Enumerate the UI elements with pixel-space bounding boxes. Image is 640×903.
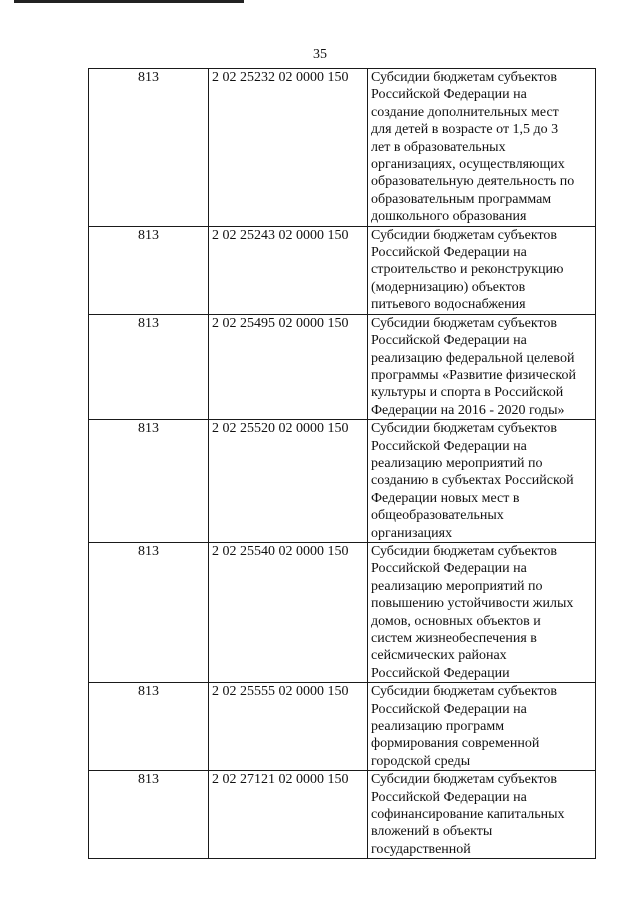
description-line: реализацию мероприятий по [371, 455, 543, 471]
description-line: культуры и спорта в Российской [371, 385, 564, 401]
description-line: Российской Федерации на [371, 701, 527, 717]
budget-table [88, 68, 596, 859]
description-line: организациях [371, 525, 453, 541]
description-line: Российской Федерации на [371, 245, 527, 261]
description-line: реализацию программ [371, 719, 505, 735]
description-line: общеобразовательных [371, 508, 504, 524]
description-line: Субсидии бюджетам субъектов [371, 421, 558, 437]
description-line: Федерации новых мест в [371, 490, 520, 506]
budget-code-cell: 2 02 25540 02 0000 150 [209, 542, 368, 682]
admin-code-cell: 813 [89, 542, 209, 682]
description-line: софинансирование капитальных [371, 807, 565, 823]
description-cell [368, 226, 596, 314]
admin-code-cell: 813 [89, 69, 209, 227]
budget-code-cell: 2 02 25243 02 0000 150 [209, 226, 368, 314]
admin-code-cell: 813 [89, 683, 209, 771]
description-line: (модернизацию) объектов [371, 279, 526, 295]
description-line: реализацию мероприятий по [371, 578, 543, 594]
description-line: реализацию федеральной целевой [371, 350, 575, 366]
description-line: городской среды [371, 753, 471, 769]
description-line: дошкольного образования [371, 209, 527, 225]
description-line: Субсидии бюджетам субъектов [371, 684, 558, 700]
admin-code-cell: 813 [89, 226, 209, 314]
description-line: домов, основных объектов и [371, 613, 541, 629]
budget-code-cell: 2 02 25520 02 0000 150 [209, 420, 368, 543]
description-cell [368, 542, 596, 682]
page-number: 35 [313, 47, 327, 62]
description-line: организациях, осуществляющих [371, 157, 565, 173]
description-line: создание дополнительных мест [371, 104, 559, 120]
description-cell [368, 69, 596, 227]
description-line: Российской Федерации на [371, 789, 527, 805]
description-line: Российской Федерации на [371, 333, 527, 349]
description-line: питьевого водоснабжения [371, 297, 526, 313]
description-line: систем жизнеобеспечения в [371, 631, 537, 646]
table-row [89, 542, 596, 682]
table-row [89, 226, 596, 314]
description-line: программы «Развитие физической [371, 367, 577, 383]
description-line: для детей в возрасте от 1,5 до 3 [371, 122, 559, 138]
budget-code-cell: 2 02 25555 02 0000 150 [209, 683, 368, 771]
budget-code-cell: 2 02 25495 02 0000 150 [209, 314, 368, 419]
description-line: Российской Федерации [371, 665, 510, 681]
description-line: государственной [371, 841, 471, 857]
description-cell [368, 771, 596, 859]
description-line: формирования современной [371, 736, 540, 752]
description-line: созданию в субъектах Российской [371, 473, 574, 489]
budget-table-body [89, 69, 596, 859]
description-line: Субсидии бюджетам субъектов [371, 70, 558, 85]
description-line: Субсидии бюджетам субъектов [371, 227, 558, 243]
table-row [89, 314, 596, 419]
table-row [89, 69, 596, 227]
description-cell [368, 683, 596, 771]
admin-code-cell: 813 [89, 420, 209, 543]
description-line: Российской Федерации на [371, 561, 527, 577]
description-line: образовательным программам [371, 191, 552, 207]
budget-code-cell: 2 02 27121 02 0000 150 [209, 771, 368, 859]
description-line: сейсмических районах [371, 648, 507, 664]
description-line: Российской Федерации на [371, 438, 527, 454]
description-line: образовательную деятельность по [371, 174, 575, 190]
admin-code-cell: 813 [89, 771, 209, 859]
description-line: повышению устойчивости жилых [371, 596, 574, 612]
description-line: лет в образовательных [371, 139, 506, 155]
description-cell [368, 314, 596, 419]
description-line: Российской Федерации на [371, 87, 527, 103]
admin-code-cell: 813 [89, 314, 209, 419]
description-line: вложений в объекты [371, 824, 493, 840]
description-line: Субсидии бюджетам субъектов [371, 543, 558, 559]
description-line: строительство и реконструкцию [371, 262, 564, 278]
table-row [89, 683, 596, 771]
description-line: Федерации на 2016 - 2020 годы» [371, 402, 565, 418]
description-cell [368, 420, 596, 543]
description-line: Субсидии бюджетам субъектов [371, 315, 558, 331]
table-row [89, 771, 596, 859]
budget-code-cell: 2 02 25232 02 0000 150 [209, 69, 368, 227]
top-rule [14, 0, 244, 3]
description-line: Субсидии бюджетам субъектов [371, 772, 558, 788]
table-row [89, 420, 596, 543]
